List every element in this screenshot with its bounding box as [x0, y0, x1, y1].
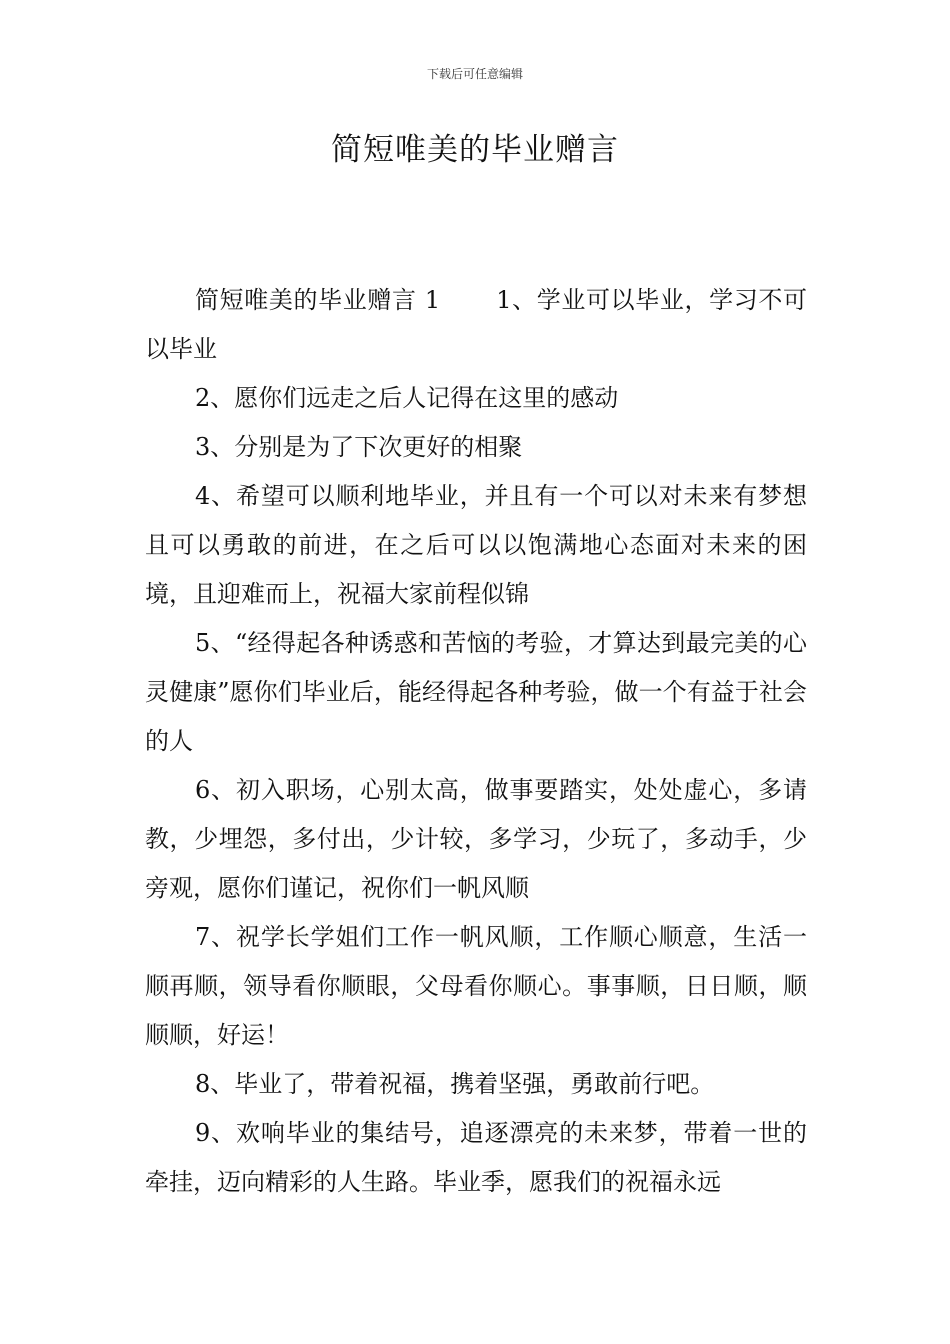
- paragraph-9: 9、欢响毕业的集结号，追逐漂亮的未来梦，带着一世的牵挂，迈向精彩的人生路。毕业季，愿我们的祝福永远: [145, 1119, 807, 1196]
- paragraph-8: 8、毕业了，带着祝福，携着坚强，勇敢前行吧。: [195, 1070, 715, 1098]
- paragraph-1-text: 1、学业可以毕业，学习不可以毕业: [145, 286, 807, 363]
- section-heading: 简短唯美的毕业赠言 1: [195, 286, 441, 314]
- paragraph-7: 7、祝学长学姐们工作一帆风顺，工作顺心顺意，生活一顺再顺，领导看你顺眼，父母看你顺心。事事顺，日日顺，顺顺顺，好运！: [145, 923, 807, 1049]
- paragraph-4: 4、希望可以顺利地毕业，并且有一个可以对未来有梦想且可以勇敢的前进，在之后可以以饱满地心态面对未来的困境，且迎难而上，祝福大家前程似锦: [145, 482, 807, 608]
- paragraph-2: 2、愿你们远走之后人记得在这里的感动: [195, 384, 619, 412]
- paragraph-6: 6、初入职场，心别太高，做事要踏实，处处虚心，多请教，少埋怨，多付出，少计较，多学习，少玩了，多动手，少旁观，愿你们谨记，祝你们一帆风顺: [145, 776, 807, 902]
- document-body: [145, 276, 807, 1207]
- paragraph-5: 5、“经得起各种诱惑和苦恼的考验，才算达到最完美的心灵健康”愿你们毕业后，能经得起各种考验，做一个有益于社会的人: [145, 629, 807, 755]
- paragraph-3: 3、分别是为了下次更好的相聚: [195, 433, 523, 461]
- paragraph-1: [145, 276, 807, 374]
- page-header-note: 下载后可任意编辑: [426, 67, 523, 81]
- document-title: 简短唯美的毕业赠言: [331, 132, 619, 168]
